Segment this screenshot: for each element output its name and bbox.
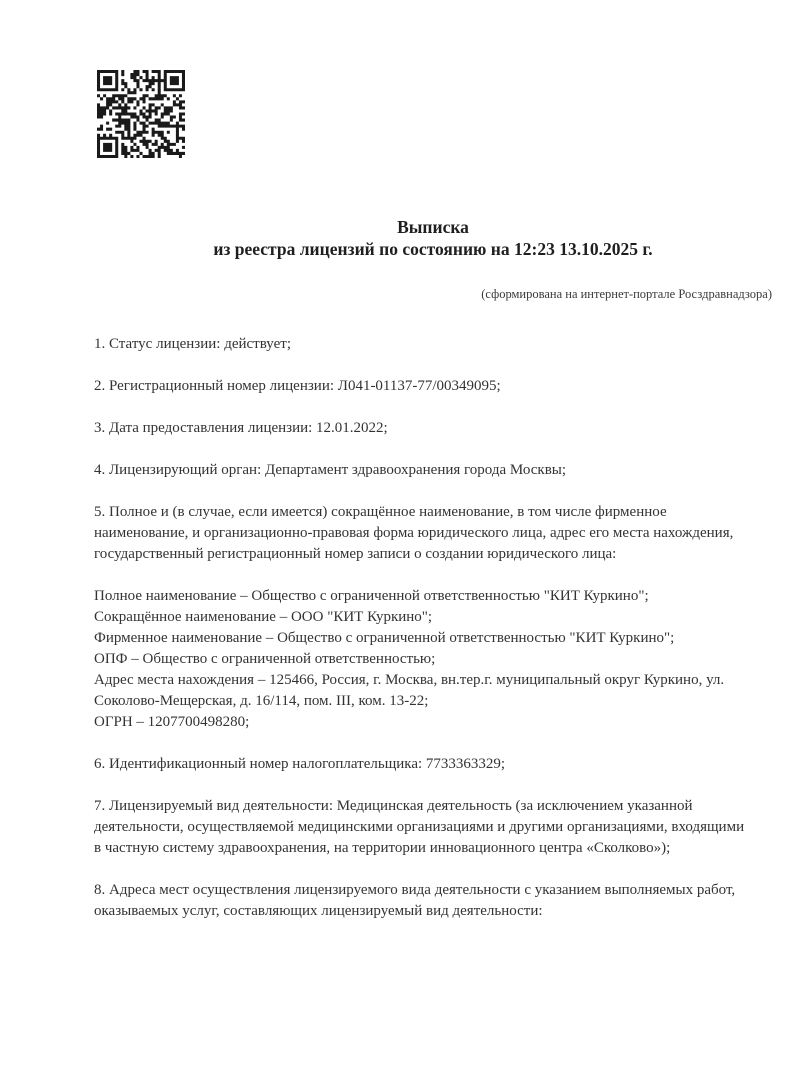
company-details	[94, 586, 748, 733]
document-body	[94, 334, 748, 943]
company-full-name: Полное наименование – Общество с ограниченной ответственностью "КИТ Куркино";	[94, 588, 649, 604]
company-address: Адрес места нахождения – 125466, Россия, г. Москва, вн.тер.г. муниципальный округ Куркино, ул. Соколово-Мещерская, д. 16/114, пом. III, ком. 13-22;	[94, 672, 725, 709]
qr-code	[97, 70, 185, 158]
licensed-activity: 7. Лицензируемый вид деятельности: Медицинская деятельность (за исключением указанной деятельности, осуществляемой медицинскими организациями и другими организациями, входящими в частную систему здравоохранения, на территории инновационного центра «Сколково»);	[94, 798, 745, 856]
licensing-authority: 4. Лицензирующий орган: Департамент здравоохранения города Москвы;	[94, 462, 567, 478]
document-title	[94, 216, 772, 260]
company-short-name: Сокращённое наименование – ООО "КИТ Куркино";	[94, 609, 433, 625]
legal-entity-intro: 5. Полное и (в случае, если имеется) сокращённое наименование, в том числе фирменное наименование, и организационно-правовая форма юридического лица, адрес его места нахождения, государственный регистрационный номер записи о создании юридического лица:	[94, 504, 734, 562]
document-title-line2: из реестра лицензий по состоянию на 12:23 13.10.2025 г.	[213, 239, 653, 259]
taxpayer-number: 6. Идентификационный номер налогоплательщика: 7733363329;	[94, 756, 506, 772]
license-status: 1. Статус лицензии: действует;	[94, 336, 291, 352]
company-ogrn: ОГРН – 1207700498280;	[94, 714, 250, 730]
formation-note: (сформирована на интернет-портале Росздравнадзора)	[481, 287, 772, 301]
activity-addresses-intro: 8. Адреса мест осуществления лицензируемого вида деятельности с указанием выполняемых работ, оказываемых услуг, составляющих лицензируемый вид деятельности:	[94, 882, 736, 919]
license-grant-date: 3. Дата предоставления лицензии: 12.01.2022;	[94, 420, 388, 436]
company-brand-name: Фирменное наименование – Общество с ограниченной ответственностью "КИТ Куркино";	[94, 630, 675, 646]
company-opf: ОПФ – Общество с ограниченной ответственностью;	[94, 651, 436, 667]
license-reg-number: 2. Регистрационный номер лицензии: Л041-01137-77/00349095;	[94, 378, 501, 394]
document-title-line1: Выписка	[397, 217, 469, 237]
